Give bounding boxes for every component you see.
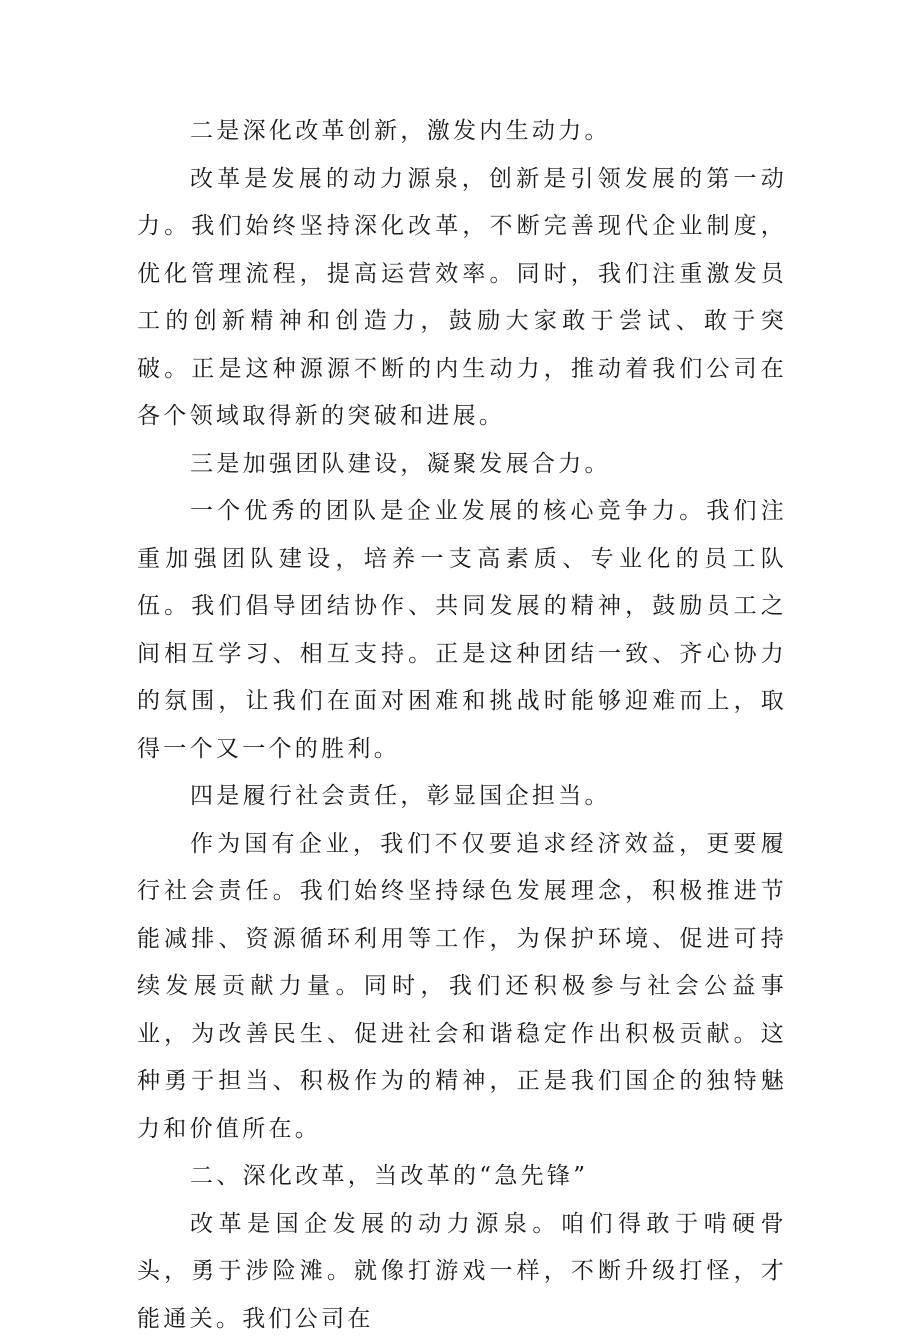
section-heading-responsibility: 四是履行社会责任，彰显国企担当。 xyxy=(137,773,787,821)
section-heading-team: 三是加强团队建设，凝聚发展合力。 xyxy=(137,441,787,489)
paragraph-reform: 改革是发展的动力源泉，创新是引领发展的第一动力。我们始终坚持深化改革，不断完善现代企业制度，优化管理流程，提高运营效率。同时，我们注重激发员工的创新精神和创造力，鼓励大家敢于尝试、敢于突破。正是这种源源不断的内生动力，推动着我们公司在各个领域取得新的突破和进展。 xyxy=(137,156,787,441)
paragraph-vanguard: 改革是国企发展的动力源泉。咱们得敢于啃硬骨头，勇于涉险滩。就像打游戏一样，不断升级打怪，才能通关。我们公司在 xyxy=(137,1201,787,1343)
section-heading-vanguard: 二、深化改革，当改革的“急先锋” xyxy=(137,1153,787,1201)
paragraph-team: 一个优秀的团队是企业发展的核心竞争力。我们注重加强团队建设，培养一支高素质、专业化的员工队伍。我们倡导团结协作、共同发展的精神，鼓励员工之间相互学习、相互支持。正是这种团结一致、齐心协力的氛围，让我们在面对困难和挑战时能够迎难而上，取得一个又一个的胜利。 xyxy=(137,488,787,773)
paragraph-responsibility: 作为国有企业，我们不仅要追求经济效益，更要履行社会责任。我们始终坚持绿色发展理念，积极推进节能减排、资源循环利用等工作，为保护环境、促进可持续发展贡献力量。同时，我们还积极参与社会公益事业，为改善民生、促进社会和谐稳定作出积极贡献。这种勇于担当、积极作为的精神，正是我们国企的独特魅力和价值所在。 xyxy=(137,821,787,1154)
document-body xyxy=(137,108,787,1343)
section-heading-innovation: 二是深化改革创新，激发内生动力。 xyxy=(137,108,787,156)
